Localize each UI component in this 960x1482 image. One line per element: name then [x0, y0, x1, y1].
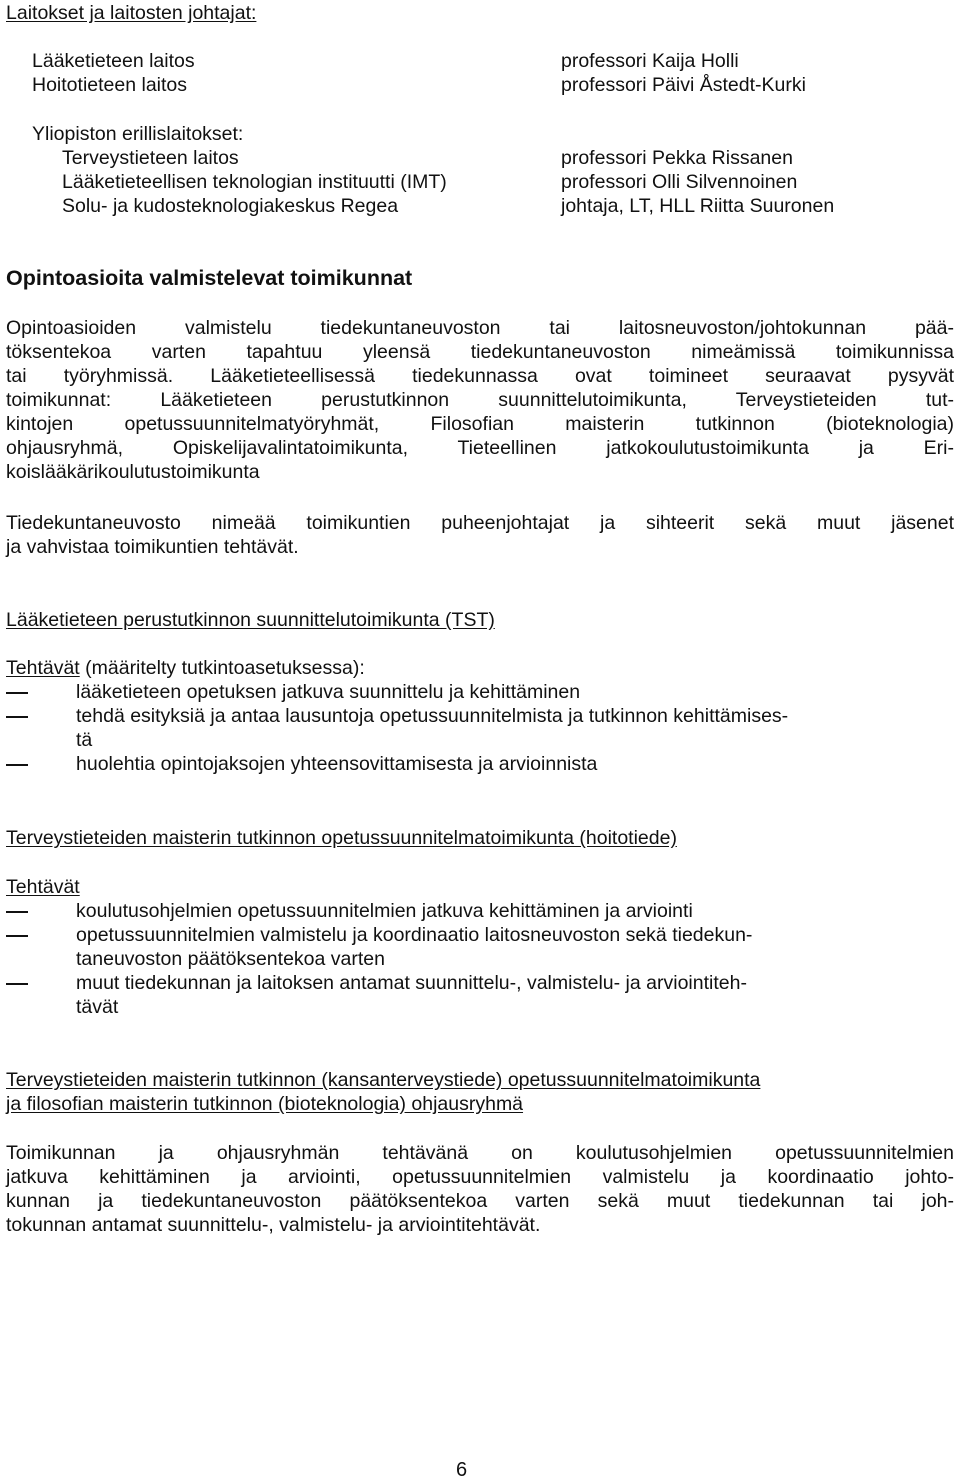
- nursing-task-list: [6, 899, 954, 1019]
- list-item-text: tehdä esityksiä ja antaa lausuntoja opetussuunnitelmista ja tutkinnon kehittämises-: [76, 705, 789, 727]
- dash-bullet: [6, 692, 28, 694]
- list-item-text: opetussuunnitelmien valmistelu ja koordinaatio laitosneuvoston sekä tiedekun-: [76, 924, 753, 946]
- paragraph-line: koislääkärikoulutustoimikunta: [6, 461, 260, 483]
- tst-tasks-suffix: (määritelty tutkintoasetuksessa):: [79, 657, 365, 679]
- committees-heading: Opintoasioita valmistelevat toimikunnat: [6, 266, 413, 290]
- dash-bullet: [6, 983, 28, 985]
- page-number: 6: [456, 1459, 468, 1481]
- public-health-title: [6, 1068, 954, 1116]
- list-item-text: muut tiedekunnan ja laitoksen antamat suunnittelu-, valmistelu- ja arviointiteh-: [76, 972, 747, 994]
- dash-bullet: [6, 716, 28, 718]
- list-item-text: koulutusohjelmien opetussuunnitelmien jatkuva kehittäminen ja arviointi: [76, 900, 693, 922]
- list-item-text: tä: [76, 729, 93, 751]
- department-head: professori Päivi Åstedt-Kurki: [561, 74, 806, 96]
- separate-units-label: Yliopiston erillislaitokset:: [32, 123, 244, 145]
- list-item-text: tävät: [76, 996, 119, 1018]
- paragraph-line: Toimikunnan ja ohjausryhmän tehtävänä on koulutusohjelmien opetussuunnitelmien: [6, 1142, 954, 1164]
- separate-unit-name: Solu- ja kudosteknologiakeskus Regea: [62, 195, 399, 217]
- dash-bullet: [6, 935, 28, 937]
- separate-unit-head: professori Olli Silvennoinen: [561, 171, 798, 193]
- separate-unit-head: johtaja, LT, HLL Riitta Suuronen: [561, 195, 835, 217]
- paragraph-line: ohjausryhmä, Opiskelijavalintatoimikunta, Tieteellinen jatkokoulutustoimikunta ja Eri-: [6, 437, 954, 459]
- separate-unit-name: Terveystieteen laitos: [62, 147, 239, 169]
- title-line: ja filosofian maisterin tutkinnon (bioteknologia) ohjausryhmä: [6, 1093, 524, 1115]
- appoint-paragraph: [6, 511, 954, 559]
- separate-unit-name: Lääketieteellisen teknologian instituutti (IMT): [62, 171, 447, 193]
- department-head: professori Kaija Holli: [561, 50, 739, 72]
- units-heading: Laitokset ja laitosten johtajat:: [6, 2, 257, 24]
- list-item: [6, 752, 954, 776]
- list-item: [6, 680, 954, 704]
- paragraph-line: Tiedekuntaneuvosto nimeää toimikuntien puheenjohtajat ja sihteerit sekä muut jäsenet: [6, 512, 954, 534]
- department-name: Hoitotieteen laitos: [32, 74, 188, 96]
- paragraph-line: Opintoasioiden valmistelu tiedekuntaneuvoston tai laitosneuvoston/johtokunnan pää-: [6, 317, 954, 339]
- nursing-tasks-label: Tehtävät: [6, 876, 80, 898]
- nursing-tasks-header: [6, 875, 954, 899]
- paragraph-line: ja vahvistaa toimikuntien tehtävät.: [6, 536, 299, 558]
- separate-unit-head: professori Pekka Rissanen: [561, 147, 793, 169]
- tst-task-list: [6, 680, 954, 776]
- paragraph-line: tokunnan antamat suunnittelu-, valmistelu- ja arviointitehtävät.: [6, 1214, 541, 1236]
- department-name: Lääketieteen laitos: [32, 50, 195, 72]
- paragraph-line: toimikunnat: Lääketieteen perustutkinnon suunnittelutoimikunta, Terveystieteiden tut-: [6, 389, 954, 411]
- title-line: Terveystieteiden maisterin tutkinnon (kansanterveystiede) opetussuunnitelmatoimikunta: [6, 1069, 761, 1091]
- tst-tasks-label: Tehtävät: [6, 657, 80, 679]
- paragraph-line: tai työryhmissä. Lääketieteellisessä tiedekunnassa ovat toimineet seuraavat pysyvät: [6, 365, 954, 387]
- tst-tasks-header: [6, 656, 954, 680]
- list-item: [6, 923, 954, 971]
- dash-bullet: [6, 764, 28, 766]
- list-item-text: taneuvoston päätöksentekoa varten: [76, 948, 385, 970]
- tst-title: Lääketieteen perustutkinnon suunnittelutoimikunta (TST): [6, 609, 495, 631]
- list-item: [6, 899, 954, 923]
- paragraph-line: kintojen opetussuunnitelmatyöryhmät, Filosofian maisterin tutkinnon (bioteknologia): [6, 413, 954, 435]
- list-item-text: huolehtia opintojaksojen yhteensovittamisesta ja arvioinnista: [76, 753, 598, 775]
- list-item: [6, 971, 954, 1019]
- dash-bullet: [6, 911, 28, 913]
- paragraph-line: töksentekoa varten tapahtuu yleensä tiedekuntaneuvoston nimeämissä toimikunnissa: [6, 341, 954, 363]
- committees-paragraph: [6, 316, 954, 484]
- paragraph-line: kunnan ja tiedekuntaneuvoston päätöksentekoa varten sekä muut tiedekunnan tai joh-: [6, 1190, 954, 1212]
- public-health-paragraph: [6, 1141, 954, 1237]
- nursing-title: Terveystieteiden maisterin tutkinnon opetussuunnitelmatoimikunta (hoitotiede): [6, 827, 677, 849]
- list-item-text: lääketieteen opetuksen jatkuva suunnittelu ja kehittäminen: [76, 681, 581, 703]
- paragraph-line: jatkuva kehittäminen ja arviointi, opetussuunnitelmien valmistelu ja koordinaatio johto-: [6, 1166, 954, 1188]
- list-item: [6, 704, 954, 752]
